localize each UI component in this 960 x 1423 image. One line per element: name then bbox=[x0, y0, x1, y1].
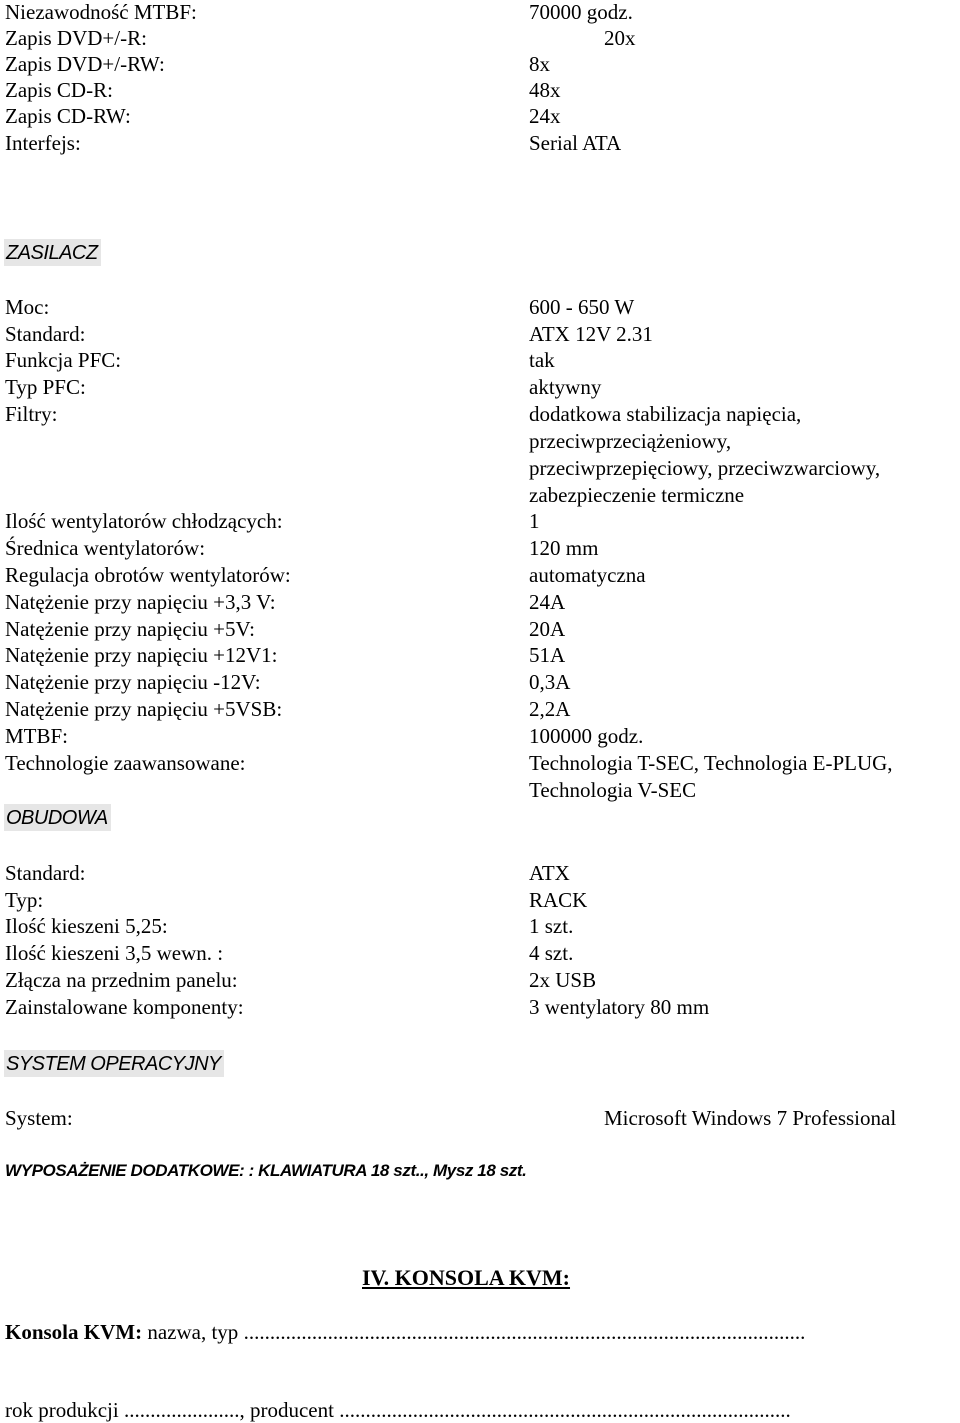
psu-value: 24A bbox=[529, 590, 566, 614]
kvm-producer-dots: ...................................................................................... bbox=[339, 1398, 791, 1422]
psu-value: Technologia T-SEC, Technologia E-PLUG, bbox=[529, 751, 893, 775]
drive-label: Interfejs: bbox=[5, 131, 81, 155]
section-heading-case: OBUDOWA bbox=[4, 804, 111, 831]
psu-value: 0,3A bbox=[529, 670, 571, 694]
psu-label: MTBF: bbox=[5, 724, 69, 748]
psu-value: tak bbox=[529, 348, 555, 372]
psu-value: zabezpieczenie termiczne bbox=[529, 483, 745, 507]
drive-value: 48x bbox=[529, 78, 561, 102]
psu-value: przeciwprzepięciowy, przeciwzwarciowy, bbox=[529, 456, 881, 480]
drive-value: 24x bbox=[529, 104, 561, 128]
psu-label: Technologie zaawansowane: bbox=[5, 751, 246, 775]
psu-value: dodatkowa stabilizacja napięcia, bbox=[529, 402, 802, 426]
extras-line: WYPOSAŻENIE DODATKOWE: : KLAWIATURA 18 szt.., Mysz 18 szt. bbox=[5, 1161, 527, 1180]
case-label: Ilość kieszeni 5,25: bbox=[5, 914, 168, 938]
case-value: 1 szt. bbox=[529, 914, 574, 938]
drive-label: Zapis DVD+/-R: bbox=[5, 26, 147, 50]
psu-value: 2,2A bbox=[529, 697, 571, 721]
kvm-name-field bbox=[5, 1320, 805, 1344]
psu-value: automatyczna bbox=[529, 563, 646, 587]
kvm-producer-label: , producent bbox=[239, 1398, 340, 1422]
drive-value: 8x bbox=[529, 52, 550, 76]
psu-label: Natężenie przy napięciu +5VSB: bbox=[5, 697, 283, 721]
psu-label: Natężenie przy napięciu -12V: bbox=[5, 670, 261, 694]
psu-label: Natężenie przy napięciu +5V: bbox=[5, 617, 255, 641]
drive-value: Serial ATA bbox=[529, 131, 622, 155]
psu-label: Średnica wentylatorów: bbox=[5, 536, 206, 560]
section-heading-psu: ZASILACZ bbox=[4, 239, 101, 266]
kvm-name-label: Konsola KVM: bbox=[5, 1320, 143, 1344]
drive-value: 70000 godz. bbox=[529, 0, 633, 24]
psu-value: 1 bbox=[529, 509, 540, 533]
kvm-name-label-rest: nazwa, typ bbox=[142, 1320, 244, 1344]
psu-value: 100000 godz. bbox=[529, 724, 644, 748]
psu-value: ATX 12V 2.31 bbox=[529, 322, 653, 346]
psu-label: Filtry: bbox=[5, 402, 58, 426]
psu-label: Regulacja obrotów wentylatorów: bbox=[5, 563, 291, 587]
psu-label: Funkcja PFC: bbox=[5, 348, 122, 372]
case-value: 4 szt. bbox=[529, 941, 574, 965]
kvm-name-dots: ........................................................................................................... bbox=[243, 1320, 806, 1344]
psu-value: 20A bbox=[529, 617, 566, 641]
psu-value: przeciwprzeciążeniowy, bbox=[529, 429, 732, 453]
case-value: ATX bbox=[529, 861, 570, 885]
psu-label: Ilość wentylatorów chłodzących: bbox=[5, 509, 283, 533]
case-label: Standard: bbox=[5, 861, 86, 885]
case-label: Złącza na przednim panelu: bbox=[5, 968, 238, 992]
psu-value: 51A bbox=[529, 643, 566, 667]
psu-value: aktywny bbox=[529, 375, 602, 399]
case-label: Typ: bbox=[5, 888, 44, 912]
drive-label: Niezawodność MTBF: bbox=[5, 0, 197, 24]
case-value: RACK bbox=[529, 888, 588, 912]
os-value: Microsoft Windows 7 Professional bbox=[604, 1106, 897, 1130]
psu-label: Moc: bbox=[5, 295, 50, 319]
case-label: Ilość kieszeni 3,5 wewn. : bbox=[5, 941, 224, 965]
case-value: 2x USB bbox=[529, 968, 597, 992]
case-label: Zainstalowane komponenty: bbox=[5, 995, 244, 1019]
drive-label: Zapis CD-R: bbox=[5, 78, 113, 102]
kvm-year-dots: ...................... bbox=[123, 1398, 240, 1422]
case-value: 3 wentylatory 80 mm bbox=[529, 995, 710, 1019]
kvm-year-label: rok produkcji bbox=[5, 1398, 124, 1422]
os-label: System: bbox=[5, 1106, 73, 1130]
psu-value: 600 - 650 W bbox=[529, 295, 635, 319]
psu-value: 120 mm bbox=[529, 536, 599, 560]
psu-value: Technologia V-SEC bbox=[529, 778, 697, 802]
drive-label: Zapis DVD+/-RW: bbox=[5, 52, 165, 76]
section-heading-os: SYSTEM OPERACYJNY bbox=[4, 1050, 224, 1077]
kvm-year-producer-field bbox=[5, 1398, 791, 1422]
drive-value: 20x bbox=[604, 26, 636, 50]
psu-label: Typ PFC: bbox=[5, 375, 86, 399]
drive-label: Zapis CD-RW: bbox=[5, 104, 131, 128]
psu-label: Natężenie przy napięciu +3,3 V: bbox=[5, 590, 276, 614]
section-title-kvm: IV. KONSOLA KVM: bbox=[362, 1265, 571, 1290]
psu-label: Standard: bbox=[5, 322, 86, 346]
psu-label: Natężenie przy napięciu +12V1: bbox=[5, 643, 278, 667]
